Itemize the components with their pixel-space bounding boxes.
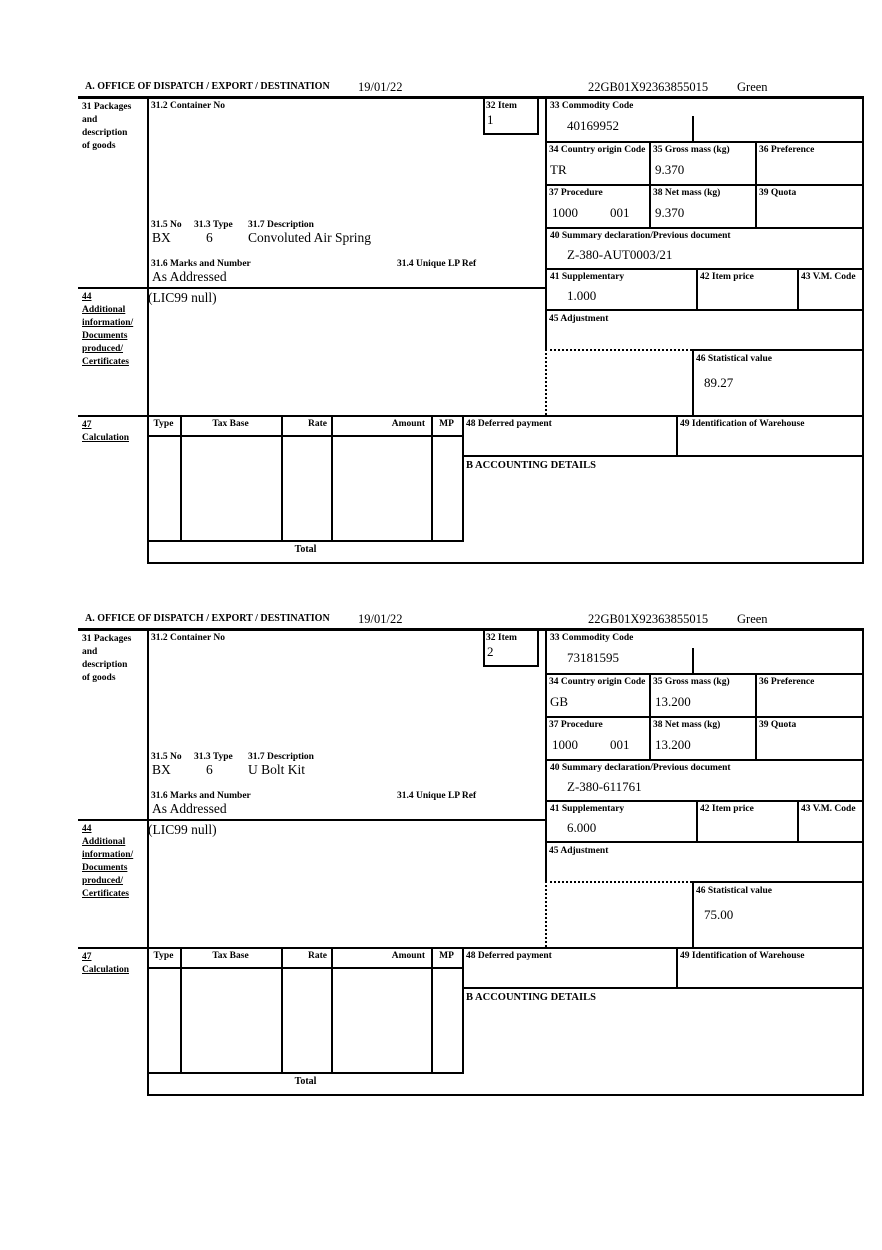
preference-label: 36 Preference — [759, 145, 815, 155]
box46-top-line — [692, 349, 864, 351]
supplementary-value: 6.000 — [567, 820, 597, 835]
box46-left-line — [692, 349, 694, 415]
box44-label-line6: Certificates — [82, 357, 129, 367]
routing-status: Green — [737, 80, 768, 94]
box32-right-line — [537, 628, 539, 665]
tax-amount-header: Amount — [391, 419, 425, 429]
box31-label-line4: of goods — [82, 141, 116, 151]
box44-label-line5: produced/ — [82, 876, 124, 886]
item-number-value: 2 — [487, 644, 494, 659]
box46-left-line — [692, 881, 694, 947]
box33-bottom-line — [545, 141, 864, 143]
box31-label — [82, 101, 131, 153]
box47-label-line1: 47 — [82, 952, 92, 962]
mrn-number: 22GB01X92363855015 — [588, 80, 709, 94]
center-divider-line — [545, 96, 547, 349]
box32-bottom-line — [483, 133, 539, 135]
box44-label-line4: Documents — [82, 863, 128, 873]
net-mass-label: 38 Net mass (kg) — [653, 188, 721, 198]
goods-description-value: Convoluted Air Spring — [248, 230, 372, 245]
commodity-code-label: 33 Commodity Code — [550, 101, 634, 111]
accounting-details-label: B ACCOUNTING DETAILS — [466, 460, 596, 471]
net-mass-value: 9.370 — [655, 205, 685, 220]
form-bottom-line — [147, 1094, 864, 1096]
box32-left-line — [483, 628, 485, 665]
unique-lp-ref-label: 31.4 Unique LP Ref — [397, 791, 477, 801]
right-border-line — [862, 96, 864, 564]
box34-row-bottom-line — [545, 716, 864, 718]
mass-column-left-line — [649, 673, 651, 759]
unique-lp-ref-label: 31.4 Unique LP Ref — [397, 259, 477, 269]
dotted-box-left-line — [545, 349, 547, 415]
supplementary-label: 41 Supplementary — [550, 272, 625, 282]
box31-label-line3: description — [82, 128, 128, 138]
country-origin-label: 34 Country origin Code — [549, 145, 646, 155]
item-box-label: 32 Item — [486, 633, 517, 643]
left-column-divider-line — [147, 96, 149, 564]
declaration-date: 19/01/22 — [358, 612, 403, 626]
statistical-value-label: 46 Statistical value — [696, 886, 772, 896]
right-border-line — [862, 628, 864, 1096]
box44-label-line2: Additional — [82, 837, 126, 847]
commodity-code-label: 33 Commodity Code — [550, 633, 634, 643]
vm-code-label: 43 V.M. Code — [801, 272, 856, 282]
gross-mass-value: 9.370 — [655, 162, 685, 177]
tax-rate-header: Rate — [308, 951, 327, 961]
box31-label-line2: and — [82, 115, 98, 125]
commodity-code-tick-line — [692, 116, 694, 141]
procedure-label: 37 Procedure — [549, 188, 603, 198]
packages-no-label: 31.5 No — [151, 220, 182, 230]
tax-col-line-1 — [180, 415, 182, 540]
item-box-label: 32 Item — [486, 101, 517, 111]
supplementary-label: 41 Supplementary — [550, 804, 625, 814]
tax-table-bottom-line — [147, 540, 464, 542]
tax-mp-header: MP — [439, 951, 454, 961]
previous-document-label: 40 Summary declaration/Previous document — [550, 763, 731, 773]
commodity-code-value: 73181595 — [567, 650, 619, 665]
box44-label — [82, 291, 133, 369]
box44-label-line4: Documents — [82, 331, 128, 341]
left-column-divider-line — [147, 628, 149, 1096]
tax-col-line-4 — [431, 415, 433, 540]
tax-col-line-2 — [281, 947, 283, 1072]
goods-description-value: U Bolt Kit — [248, 762, 306, 777]
preference-label: 36 Preference — [759, 677, 815, 687]
tax-header-bottom-line — [147, 967, 464, 969]
procedure-value-2: 001 — [610, 737, 630, 752]
box44-label-line1: 44 — [82, 824, 92, 834]
box44-label-line3: information/ — [82, 318, 134, 328]
previous-document-value: Z-380-AUT0003/21 — [567, 247, 673, 262]
box48-bottom-line — [462, 455, 864, 457]
box32-right-line — [537, 96, 539, 133]
box31-label-line3: description — [82, 660, 128, 670]
tax-rate-header: Rate — [308, 419, 327, 429]
statistical-value-value: 89.27 — [704, 375, 734, 390]
packages-type-label: 31.3 Type — [194, 752, 233, 762]
box40-bottom-line — [545, 800, 864, 802]
gross-mass-label: 35 Gross mass (kg) — [653, 145, 730, 155]
box48-49-divider-line — [676, 415, 678, 455]
item-price-label: 42 Item price — [700, 804, 754, 814]
routing-status: Green — [737, 612, 768, 626]
box44-top-line — [78, 819, 547, 821]
gross-mass-label: 35 Gross mass (kg) — [653, 677, 730, 687]
tax-type-header: Type — [153, 951, 174, 961]
warehouse-id-label: 49 Identification of Warehouse — [680, 419, 805, 429]
previous-document-value: Z-380-611761 — [567, 779, 642, 794]
box32-bottom-line — [483, 665, 539, 667]
statistical-value-value: 75.00 — [704, 907, 734, 922]
box47-label-line2: Calculation — [82, 433, 129, 443]
box41-row-bottom-line — [545, 309, 864, 311]
procedure-label: 37 Procedure — [549, 720, 603, 730]
box44-label-line2: Additional — [82, 305, 126, 315]
deferred-payment-label: 48 Deferred payment — [466, 951, 552, 961]
marks-number-value: As Addressed — [152, 269, 227, 284]
box44-label-line1: 44 — [82, 292, 92, 302]
box44-label-line5: produced/ — [82, 344, 124, 354]
procedure-value-2: 001 — [610, 205, 630, 220]
total-label: Total — [294, 1076, 317, 1087]
item-price-left-line — [696, 268, 698, 309]
declaration-date: 19/01/22 — [358, 80, 403, 94]
accounting-details-label: B ACCOUNTING DETAILS — [466, 992, 596, 1003]
adjustment-label: 45 Adjustment — [549, 314, 609, 324]
box34-row-bottom-line — [545, 184, 864, 186]
country-origin-value: GB — [550, 694, 569, 709]
country-origin-value: TR — [550, 162, 567, 177]
tax-col-line-3 — [331, 415, 333, 540]
marks-number-label: 31.6 Marks and Number — [151, 791, 251, 801]
top-border-line — [78, 628, 864, 631]
procedure-value-1: 1000 — [552, 205, 578, 220]
box31-label-line2: and — [82, 647, 98, 657]
box44-label-line6: Certificates — [82, 889, 129, 899]
box31-label-line1: 31 Packages — [82, 102, 132, 112]
box44-label-line3: information/ — [82, 850, 134, 860]
box46-top-line — [692, 881, 864, 883]
office-of-dispatch-label: A. OFFICE OF DISPATCH / EXPORT / DESTINATION — [85, 613, 330, 624]
tax-base-header: Tax Base — [212, 951, 249, 961]
country-origin-label: 34 Country origin Code — [549, 677, 646, 687]
tax-table-right-line — [462, 947, 464, 1072]
box47-label — [82, 419, 129, 445]
box44-label — [82, 823, 133, 901]
vm-code-left-line — [797, 268, 799, 309]
total-label: Total — [294, 544, 317, 555]
mrn-number: 22GB01X92363855015 — [588, 612, 709, 626]
additional-info-value: (LIC99 null) — [148, 822, 217, 837]
commodity-code-value: 40169952 — [567, 118, 619, 133]
tax-base-header: Tax Base — [212, 419, 249, 429]
item-number-value: 1 — [487, 112, 494, 127]
description-label: 31.7 Description — [248, 220, 314, 230]
quota-label: 39 Quota — [759, 720, 797, 730]
statistical-value-label: 46 Statistical value — [696, 354, 772, 364]
dotted-box-left-line — [545, 881, 547, 947]
box37-row-bottom-line — [545, 759, 864, 761]
packages-no-label: 31.5 No — [151, 752, 182, 762]
box31-label-line4: of goods — [82, 673, 116, 683]
preference-column-left-line — [755, 673, 757, 759]
container-no-label: 31.2 Container No — [151, 633, 225, 643]
box47-top-line — [78, 947, 864, 949]
container-no-label: 31.2 Container No — [151, 101, 225, 111]
packages-type-value: 6 — [206, 762, 213, 777]
box44-top-line — [78, 287, 547, 289]
additional-info-value: (LIC99 null) — [148, 290, 217, 305]
dotted-box-top-line — [545, 349, 692, 351]
vm-code-left-line — [797, 800, 799, 841]
supplementary-value: 1.000 — [567, 288, 597, 303]
net-mass-value: 13.200 — [655, 737, 691, 752]
commodity-code-tick-line — [692, 648, 694, 673]
item-price-label: 42 Item price — [700, 272, 754, 282]
deferred-payment-label: 48 Deferred payment — [466, 419, 552, 429]
item-price-left-line — [696, 800, 698, 841]
marks-number-label: 31.6 Marks and Number — [151, 259, 251, 269]
adjustment-label: 45 Adjustment — [549, 846, 609, 856]
warehouse-id-label: 49 Identification of Warehouse — [680, 951, 805, 961]
packages-type-value: 6 — [206, 230, 213, 245]
gross-mass-value: 13.200 — [655, 694, 691, 709]
box47-label — [82, 951, 129, 977]
box31-label — [82, 633, 131, 685]
tax-mp-header: MP — [439, 419, 454, 429]
tax-amount-header: Amount — [391, 951, 425, 961]
packages-type-label: 31.3 Type — [194, 220, 233, 230]
tax-col-line-2 — [281, 415, 283, 540]
box32-left-line — [483, 96, 485, 133]
box47-label-line1: 47 — [82, 420, 92, 430]
previous-document-label: 40 Summary declaration/Previous document — [550, 231, 731, 241]
tax-type-header: Type — [153, 419, 174, 429]
center-divider-line — [545, 628, 547, 881]
preference-column-left-line — [755, 141, 757, 227]
tax-table-bottom-line — [147, 1072, 464, 1074]
dotted-box-top-line — [545, 881, 692, 883]
box47-label-line2: Calculation — [82, 965, 129, 975]
net-mass-label: 38 Net mass (kg) — [653, 720, 721, 730]
office-of-dispatch-label: A. OFFICE OF DISPATCH / EXPORT / DESTINATION — [85, 81, 330, 92]
tax-col-line-4 — [431, 947, 433, 1072]
description-label: 31.7 Description — [248, 752, 314, 762]
quota-label: 39 Quota — [759, 188, 797, 198]
box48-bottom-line — [462, 987, 864, 989]
box47-top-line — [78, 415, 864, 417]
vm-code-label: 43 V.M. Code — [801, 804, 856, 814]
packages-no-value: BX — [152, 230, 171, 245]
customs-item-form-1 — [78, 78, 864, 568]
top-border-line — [78, 96, 864, 99]
tax-col-line-1 — [180, 947, 182, 1072]
tax-table-right-line — [462, 415, 464, 540]
box37-row-bottom-line — [545, 227, 864, 229]
box31-label-line1: 31 Packages — [82, 634, 132, 644]
procedure-value-1: 1000 — [552, 737, 578, 752]
packages-no-value: BX — [152, 762, 171, 777]
marks-number-value: As Addressed — [152, 801, 227, 816]
tax-header-bottom-line — [147, 435, 464, 437]
tax-col-line-3 — [331, 947, 333, 1072]
box41-row-bottom-line — [545, 841, 864, 843]
box40-bottom-line — [545, 268, 864, 270]
box33-bottom-line — [545, 673, 864, 675]
customs-item-form-2 — [78, 610, 864, 1100]
box48-49-divider-line — [676, 947, 678, 987]
form-bottom-line — [147, 562, 864, 564]
mass-column-left-line — [649, 141, 651, 227]
